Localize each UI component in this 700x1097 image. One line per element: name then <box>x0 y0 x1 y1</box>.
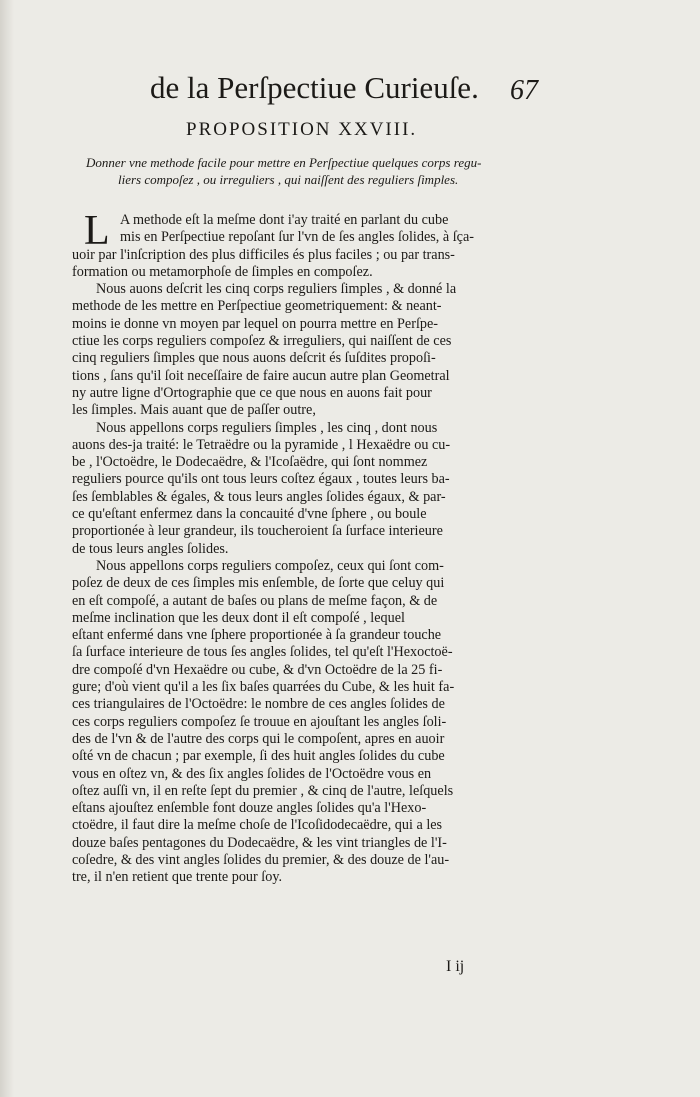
text-line: oſté vn de chacun ; par exemple, ſi des huit angles ſolides du cube <box>72 748 445 765</box>
text-line: be , l'Octoëdre, le Dodecaëdre, & l'Icoſaëdre, qui ſont nommez <box>72 454 428 471</box>
text-line: uoir par l'inſcription des plus difficiles és plus faciles ; ou par trans- <box>72 246 455 263</box>
paragraph-2 <box>72 281 542 419</box>
text-line: formation ou metamorphoſe de ſimples en compoſez. <box>72 263 373 280</box>
proposition-statement <box>86 154 526 189</box>
text-line: de tous leurs angles ſolides. <box>72 540 229 557</box>
page-number: 67 <box>510 75 538 106</box>
text-line: ny autre ligne d'Ortographie que ce que nous en auons fait pour <box>72 384 432 401</box>
text-line: dre compoſé d'vn Hexaëdre ou cube, & d'vn Octoëdre de la 25 fi- <box>72 661 443 678</box>
text-line: tions , ſans qu'il ſoit neceſſaire de faire aucun autre plan Geometral <box>72 367 450 384</box>
text-line: douze baſes pentagones du Dodecaëdre, & les vint triangles de l'I- <box>72 834 447 851</box>
paragraph-1 <box>72 208 542 281</box>
text-line: reguliers pource qu'ils ont tous leurs coſtez égaux , toutes leurs ba- <box>72 471 450 488</box>
paragraph-3 <box>72 420 542 558</box>
text-line: mis en Perſpectiue repoſant ſur l'vn de ſes angles ſolides, à ſça- <box>120 229 474 246</box>
text-line: cinq reguliers ſimples que nous auons deſcrit és ſuſdites propoſi- <box>72 350 436 367</box>
paragraph-4 <box>72 558 542 887</box>
text-line: les ſimples. Mais auant que de paſſer outre, <box>72 402 316 419</box>
text-line: oſtez auſſi vn, il en reſte ſept du premier , & cinq de l'autre, leſquels <box>72 782 454 799</box>
text-line: Nous appellons corps reguliers ſimples , les cinq , dont nous <box>96 419 438 436</box>
text-line: moins ie donne vn moyen par lequel on pourra mettre en Perſpe- <box>72 315 439 332</box>
drop-cap: L <box>84 208 110 254</box>
body-text <box>72 208 542 887</box>
proposition-title: PROPOSITION XXVIII. <box>186 119 418 140</box>
text-line: Nous auons deſcrit les cinq corps reguliers ſimples , & donné la <box>96 281 457 298</box>
statement-line: Donner vne methode facile pour mettre en Perſpectiue quelques corps regu- <box>86 155 482 170</box>
text-line: tre, il n'en retient que trente pour ſoy. <box>72 869 283 886</box>
signature-mark: I ij <box>446 958 465 975</box>
text-line: ctiue les corps reguliers compoſez & irreguliers, qui naiſſent de ces <box>72 333 452 350</box>
text-line: coſedre, & des vint angles ſolides du premier, & des douze de l'au- <box>72 851 450 868</box>
text-line: eſtans ajouſtez enſemble font douze angles ſolides qu'a l'Hexo- <box>72 800 427 817</box>
text-line: ces corps reguliers compoſez ſe trouue en ajouſtant les angles ſoli- <box>72 713 447 730</box>
statement-line: liers compoſez , ou irreguliers , qui naiſſent des reguliers ſimples. <box>118 172 459 188</box>
text-line: ctoëdre, il faut dire la meſme choſe de l'Icoſidodecaëdre, qui a les <box>72 817 443 834</box>
text-line: ce qu'eſtant enfermez dans la concauité d'vne ſphere , ou boule <box>72 506 427 523</box>
text-line: ſa ſurface interieure de tous ſes angles ſolides, tel qu'eſt l'Hexoctoë- <box>72 644 453 661</box>
text-line: proportionée à leur grandeur, ils toucheroient ſa ſurface interieure <box>72 523 443 540</box>
text-line: en eſt compoſé, a autant de baſes ou plans de meſme façon, & de <box>72 592 438 609</box>
text-line: des de l'vn & de l'autre des corps qui le compoſent, apres en auoir <box>72 730 445 747</box>
text-line: methode de les mettre en Perſpectiue geometriquement: & neant- <box>72 298 442 315</box>
running-head: de la Perſpectiue Curieuſe. <box>150 70 479 105</box>
text-line: poſez de deux de ces ſimples mis enſemble, de ſorte que celuy qui <box>72 575 445 592</box>
text-line: ſes ſemblables & égales, & tous leurs angles ſolides égaux, & par- <box>72 488 446 505</box>
text-line: vous en oſtez vn, & des ſix angles ſolides de l'Octoëdre vous en <box>72 765 432 782</box>
text-line: Nous appellons corps reguliers compoſez, ceux qui ſont com- <box>96 557 444 574</box>
text-line: meſme inclination que les deux dont il eſt compoſé , lequel <box>72 609 405 626</box>
text-line: gure; d'où vient qu'il a les ſix baſes quarrées du Cube, & les huit fa- <box>72 679 455 696</box>
page-gutter-shadow <box>0 0 14 1097</box>
text-line: auons des-ja traité: le Tetraëdre ou la pyramide , l Hexaëdre ou cu- <box>72 436 451 453</box>
text-line: eſtant enfermé dans vne ſphere proportionée à ſa grandeur touche <box>72 627 442 644</box>
text-line: ces triangulaires de l'Octoëdre: le nombre de ces angles ſolides de <box>72 696 445 713</box>
text-line: A methode eſt la meſme dont i'ay traité en parlant du cube <box>120 212 449 228</box>
